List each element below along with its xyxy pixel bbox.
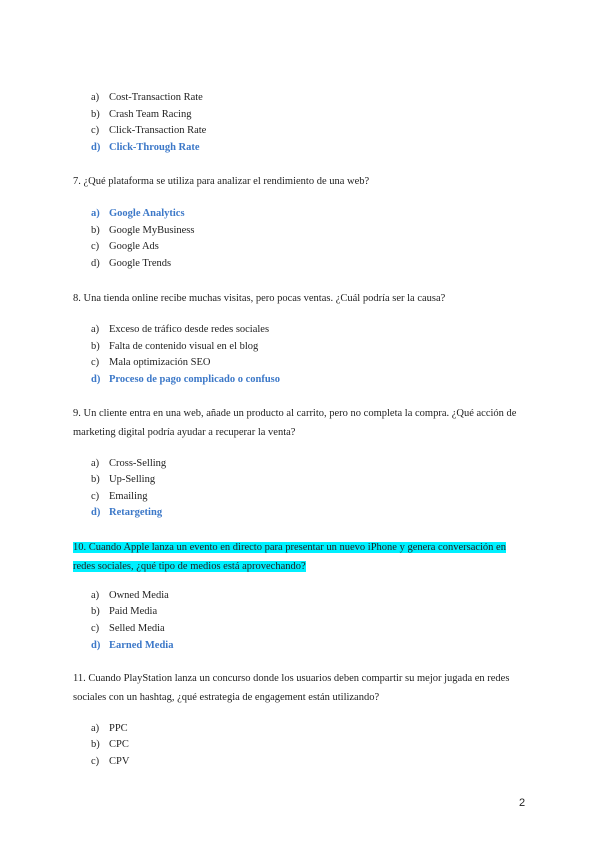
option-letter: b) <box>91 739 100 750</box>
option-letter: a) <box>91 324 100 335</box>
option-letter: b) <box>91 109 100 120</box>
option-letter: d) <box>91 507 101 518</box>
q7-option-c <box>91 240 159 253</box>
option-letter: b) <box>91 474 100 485</box>
option-letter: d) <box>91 640 101 651</box>
option-text: Retargeting <box>109 507 163 518</box>
option-letter: a) <box>91 208 100 219</box>
q11-option-a <box>91 722 128 735</box>
q6-option-a <box>91 91 203 104</box>
page-number: 2 <box>519 797 526 809</box>
q10-option-c <box>91 622 165 635</box>
q9-question <box>73 404 523 442</box>
q6-option-b <box>91 108 191 121</box>
option-text: Click-Through Rate <box>109 142 200 153</box>
option-text: Paid Media <box>109 606 158 617</box>
option-text: Selled Media <box>109 623 165 634</box>
question-text-line-1: 11. Cuando PlayStation lanza un concurso donde los usuarios deben compartir su mejor jugada en redes <box>73 673 510 684</box>
option-text: Earned Media <box>109 640 174 651</box>
q10-option-b <box>91 605 157 618</box>
option-letter: c) <box>91 125 100 136</box>
option-letter: b) <box>91 606 100 617</box>
option-letter: b) <box>91 225 100 236</box>
option-letter: a) <box>91 92 100 103</box>
q7-option-a-correct <box>91 207 185 220</box>
option-text: Google MyBusiness <box>109 225 195 236</box>
question-text-line-2: marketing digital podría ayudar a recuperar la venta? <box>73 427 296 438</box>
question-text: 7. ¿Qué plataforma se utiliza para analizar el rendimiento de una web? <box>73 176 370 187</box>
option-text: Owned Media <box>109 590 169 601</box>
q11-question <box>73 669 523 707</box>
option-text: Proceso de pago complicado o confuso <box>109 374 281 385</box>
option-letter: a) <box>91 458 100 469</box>
option-letter: d) <box>91 374 101 385</box>
option-text: Exceso de tráfico desde redes sociales <box>109 324 270 335</box>
q7-option-d <box>91 257 171 270</box>
q8-option-d-correct <box>91 373 280 386</box>
option-text: Emailing <box>109 491 148 502</box>
option-letter: a) <box>91 590 100 601</box>
q9-option-c <box>91 490 148 503</box>
q7-question <box>73 172 523 191</box>
q10-question <box>73 538 523 576</box>
question-text: 8. Una tienda online recibe muchas visitas, pero pocas ventas. ¿Cuál podría ser la causa? <box>73 293 446 304</box>
q8-option-b <box>91 340 258 353</box>
option-text: CPV <box>109 756 130 767</box>
option-text: Cross-Selling <box>109 458 167 469</box>
option-text: PPC <box>109 723 128 734</box>
q9-option-d-correct <box>91 506 162 519</box>
option-letter: b) <box>91 341 100 352</box>
q8-option-c <box>91 356 210 369</box>
option-letter: a) <box>91 723 100 734</box>
q7-option-b <box>91 224 194 237</box>
option-letter: c) <box>91 241 100 252</box>
option-text: Click-Transaction Rate <box>109 125 207 136</box>
q10-option-a <box>91 589 169 602</box>
option-letter: c) <box>91 357 100 368</box>
q11-option-b <box>91 738 129 751</box>
option-text: Google Trends <box>109 258 172 269</box>
question-text-line-2: sociales con un hashtag, ¿qué estrategia de engagement están utilizando? <box>73 692 380 703</box>
q6-option-d-correct <box>91 141 200 154</box>
question-text-line-1-highlighted: 10. Cuando Apple lanza un evento en directo para presentar un nuevo iPhone y genera conversación en <box>73 542 506 553</box>
option-text: Up-Selling <box>109 474 156 485</box>
q6-option-c <box>91 124 206 137</box>
question-text-line-2-highlighted: redes sociales, ¿qué tipo de medios está aprovechando? <box>73 561 306 572</box>
option-letter: d) <box>91 258 100 269</box>
option-text: Google Analytics <box>109 208 185 219</box>
q8-option-a <box>91 323 269 336</box>
option-text: Falta de contenido visual en el blog <box>109 341 259 352</box>
option-letter: c) <box>91 491 100 502</box>
option-letter: d) <box>91 142 101 153</box>
q8-question <box>73 289 523 308</box>
option-text: CPC <box>109 739 129 750</box>
option-text: Mala optimización SEO <box>109 357 211 368</box>
option-text: Google Ads <box>109 241 159 252</box>
option-letter: c) <box>91 756 100 767</box>
option-letter: c) <box>91 623 100 634</box>
option-text: Crash Team Racing <box>109 109 192 120</box>
q10-option-d-correct <box>91 639 173 652</box>
q9-option-b <box>91 473 155 486</box>
question-text-line-1: 9. Un cliente entra en una web, añade un producto al carrito, pero no completa la compra. ¿Qué acción de <box>73 408 517 419</box>
q9-option-a <box>91 457 166 470</box>
option-text: Cost-Transaction Rate <box>109 92 203 103</box>
q11-option-c <box>91 755 129 768</box>
